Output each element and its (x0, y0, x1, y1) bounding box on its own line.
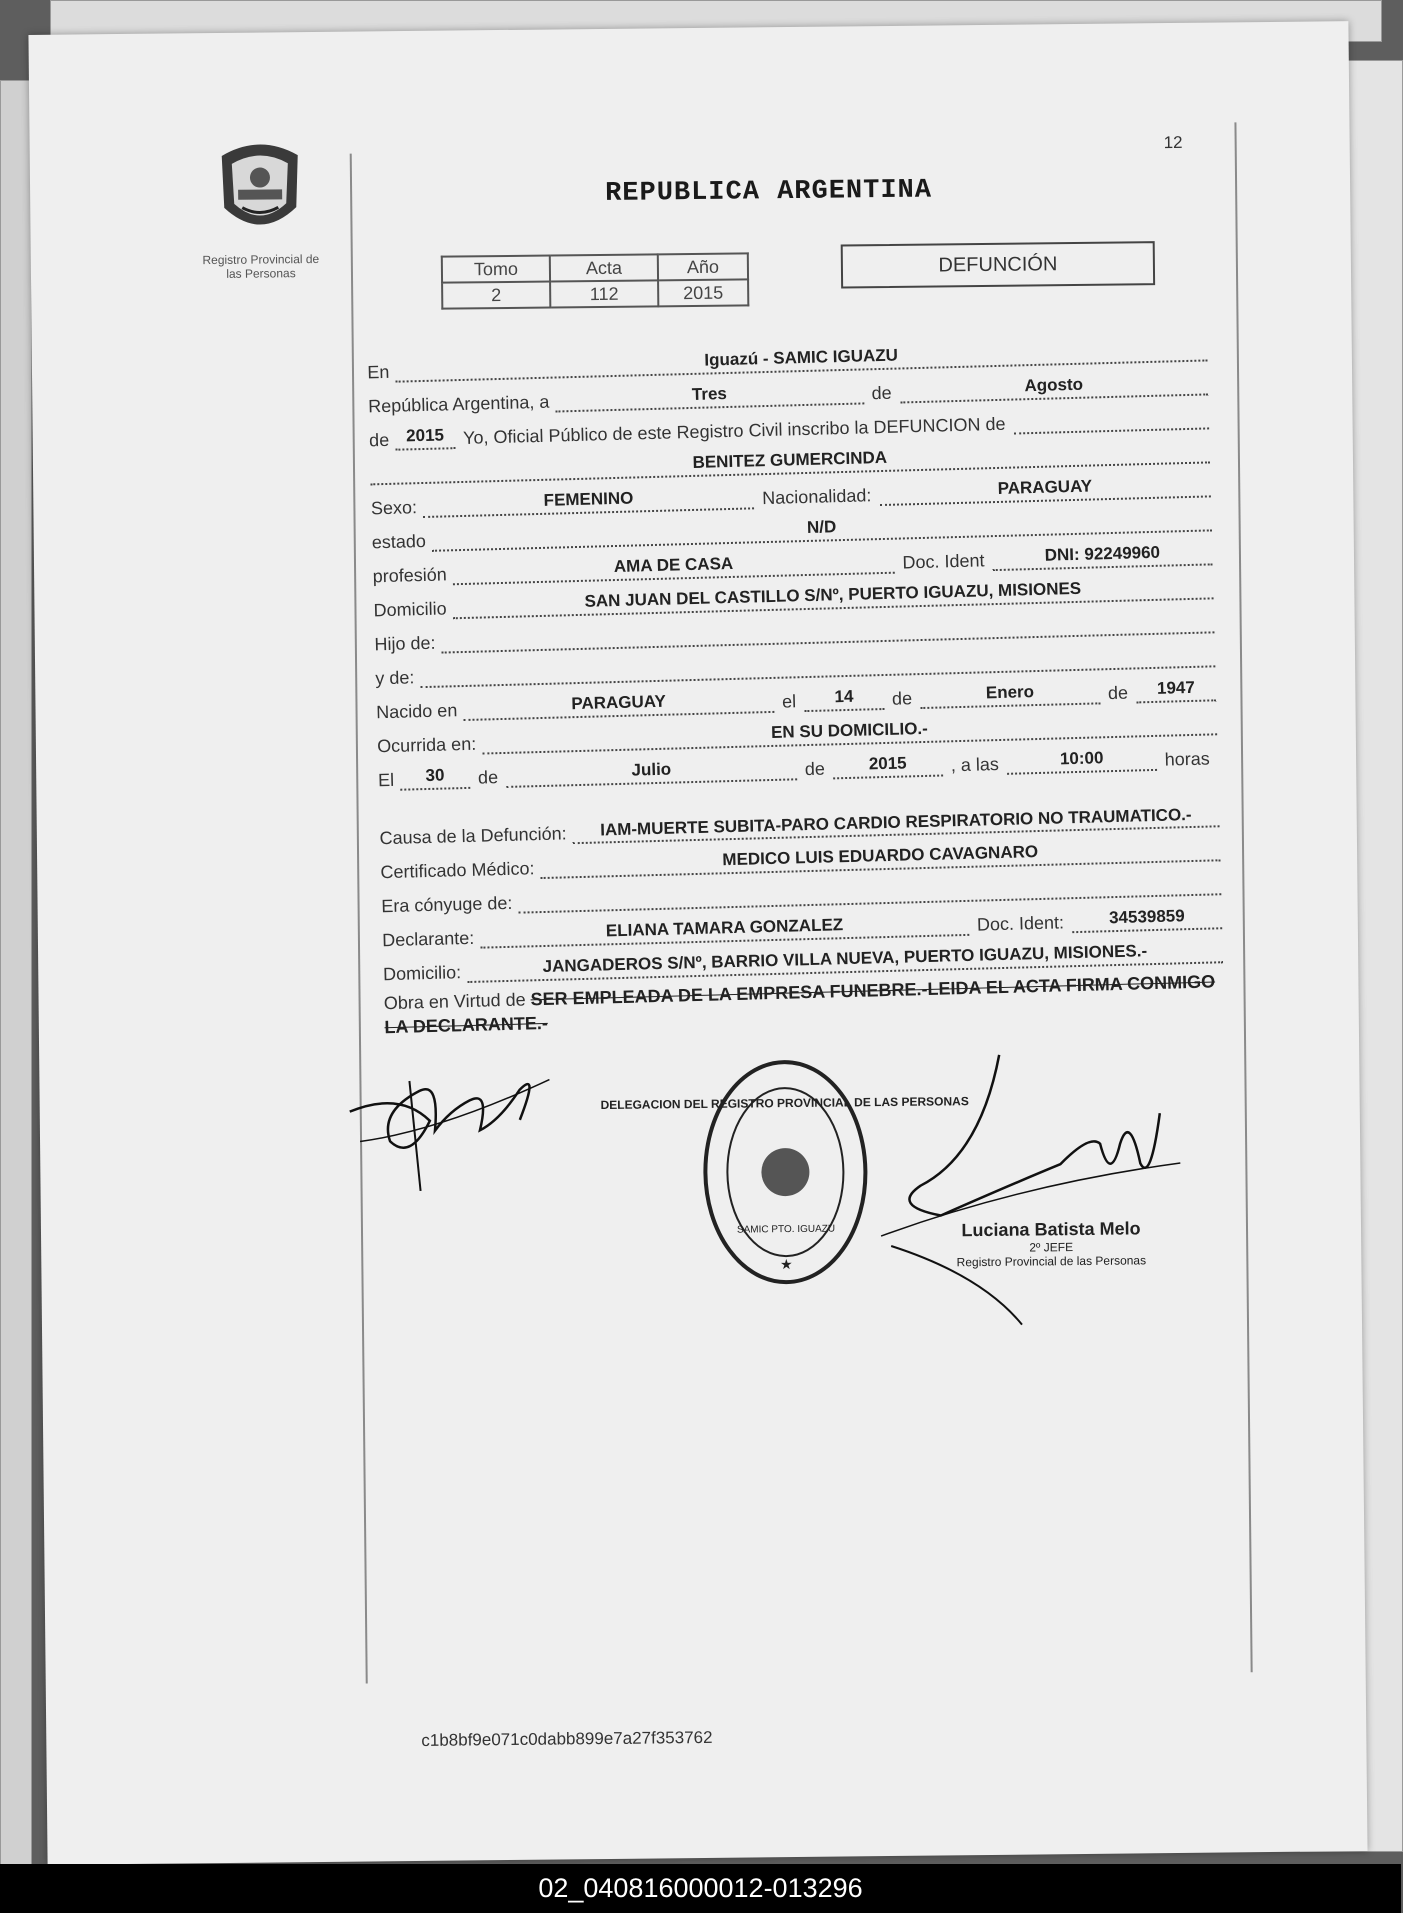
doc-ident-label: Doc. Ident (902, 550, 985, 573)
de-label: de (871, 382, 892, 404)
obra-value: SER EMPLEADA DE LA EMPRESA FUNEBRE.-LEIDA EL ACTA FIRMA CONMIGO LA DECLARANTE.- (384, 971, 1216, 1038)
causa-label: Causa de la Defunción: (379, 823, 567, 849)
el-label: el (781, 691, 797, 712)
logo-caption-line-1: Registro Provincial de (202, 251, 320, 268)
document-hash: c1b8bf9e071c0dabb899e7a27f353762 (421, 1727, 713, 1750)
death-day-value: 30 (400, 765, 471, 791)
official-name: Luciana Batista Melo (961, 1218, 1141, 1241)
birth-de2-label: de (1107, 682, 1129, 704)
declarante-value: ELIANA TAMARA GONZALEZ (480, 912, 969, 949)
record-type-box: DEFUNCIÓN (841, 241, 1155, 288)
nacionalidad-label: Nacionalidad: (762, 485, 872, 509)
decl-doc-value: 34539859 (1072, 905, 1223, 933)
footer-id-bar: 02_040816000012-013296 (0, 1864, 1401, 1913)
page-number: 12 (1163, 132, 1183, 153)
death-time-value: 10:00 (1006, 747, 1157, 775)
official-stamp (600, 1056, 969, 1288)
estado-label: estado (371, 530, 427, 553)
header-acta: Acta (550, 254, 658, 281)
profesion-value: AMA DE CASA (452, 550, 894, 586)
profesion-label: profesión (372, 564, 448, 587)
ocurrida-value: EN SU DOMICILIO.- (482, 711, 1217, 754)
official-signature-block (921, 1218, 1181, 1270)
domicilio-value: SAN JUAN DEL CASTILLO S/Nº, PUERTO IGUAZU, MISIONES (452, 575, 1213, 619)
nacido-label: Nacido en (376, 700, 458, 723)
el2-label: El (377, 769, 395, 791)
yde-label: y de: (375, 667, 415, 689)
certificado-label: Certificado Médico: (380, 858, 535, 883)
doc-ident-value: DNI: 92249960 (992, 541, 1213, 571)
registry-table-values (442, 279, 748, 308)
birth-de-label: de (891, 688, 913, 709)
stamp-star-icon: ★ (780, 1256, 793, 1273)
registry-table (441, 252, 750, 309)
en-label: En (367, 361, 390, 383)
domicilio-label: Domicilio (373, 598, 447, 621)
estado-value: N/D (432, 507, 1212, 551)
declarant-signature (339, 1049, 561, 1201)
alas-label: , a las (950, 754, 1000, 776)
birth-month-value: Enero (920, 680, 1101, 709)
header-anio: Año (658, 253, 748, 280)
obra-label: Obra en Virtud de (383, 989, 526, 1014)
causa-value: IAM-MUERTE SUBITA-PARO CARDIO RESPIRATORIO NO TRAUMATICO.- (572, 803, 1219, 844)
death-de2-label: de (804, 758, 826, 780)
death-record-form (367, 327, 1225, 1039)
logo-caption-line-2: las Personas (226, 266, 296, 281)
official-title: 2º JEFE (1029, 1240, 1074, 1255)
day-word-value: Tres (555, 380, 864, 412)
decl-domicilio-label: Domicilio: (382, 962, 462, 985)
birth-day-value: 14 (804, 686, 885, 712)
registry-table-header (442, 253, 748, 282)
death-year-value: 2015 (832, 753, 943, 780)
death-de-label: de (477, 767, 499, 788)
year-value: 2015 (395, 425, 456, 451)
conyuge-label: Era cónyuge de: (381, 892, 513, 917)
decl-doc-label: Doc. Ident: (976, 912, 1065, 935)
province-logo (165, 137, 356, 282)
right-margin-line (1234, 122, 1252, 1672)
de2-label: de (368, 429, 390, 451)
header-tomo: Tomo (442, 256, 550, 283)
certificado-value: MEDICO LUIS EDUARDO CAVAGNARO (540, 837, 1220, 879)
hijo-label: Hijo de: (374, 632, 436, 655)
declarante-label: Declarante: (381, 927, 475, 951)
decl-domicilio-value: JANGADEROS S/Nº, BARRIO VILLA NUEVA, PUERTO IGUAZU, MISIONES.- (467, 939, 1223, 983)
stamp-text: DELEGACION DEL REGISTRO PROVINCIAL DE LAS PERSONAS (600, 1094, 969, 1113)
sexo-label: Sexo: (370, 497, 418, 519)
sexo-value: FEMENINO (423, 485, 755, 518)
background-sheet-left (0, 80, 32, 1872)
value-tomo: 2 (442, 282, 550, 309)
official-office: Registro Provincial de las Personas (956, 1253, 1147, 1270)
inscribo-text: Yo, Oficial Público de este Registro Civil inscribo la DEFUNCION de (462, 413, 1006, 448)
nacionalidad-value: PARAGUAY (879, 473, 1211, 506)
certificate-paper (28, 21, 1367, 1865)
month-value: Agosto (899, 371, 1208, 403)
value-anio: 2015 (658, 279, 748, 306)
birth-year-value: 1947 (1136, 677, 1217, 703)
en-value: Iguazú - SAMIC IGUAZU (395, 337, 1207, 382)
official-signature (859, 1033, 1192, 1336)
republica-label: República Argentina, a (367, 391, 550, 417)
nacido-value: PARAGUAY (463, 689, 774, 721)
document-title: REPUBLICA ARGENTINA (604, 175, 933, 209)
ocurrida-label: Ocurrida en: (376, 733, 477, 757)
logo-caption (166, 252, 356, 282)
coat-of-arms-icon (212, 137, 309, 242)
death-month-value: Julio (506, 756, 797, 788)
value-acta: 112 (550, 280, 658, 307)
deceased-name-value: BENITEZ GUMERCINDA (370, 439, 1210, 485)
left-margin-line (350, 154, 368, 1684)
stamp-inner-text: SAMIC PTO. IGUAZU (736, 1223, 836, 1236)
horas-label: horas (1164, 748, 1211, 770)
